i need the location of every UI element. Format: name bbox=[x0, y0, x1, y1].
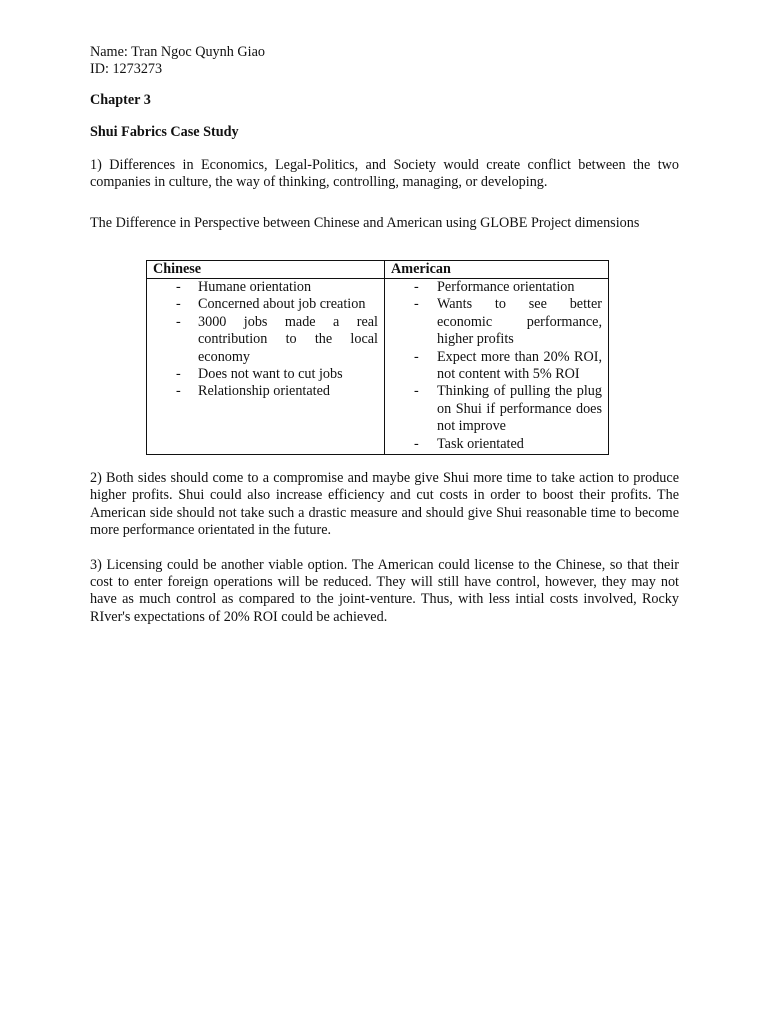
list-item: - Does not want to cut jobs bbox=[176, 366, 343, 383]
list-item: - Humane orientation bbox=[176, 279, 312, 295]
table-intro: The Difference in Perspective between Chinese and American using GLOBE Project dimensions bbox=[90, 215, 640, 232]
list-item: - Task orientated bbox=[414, 435, 524, 452]
bullet-dash: - bbox=[414, 279, 419, 295]
list-item: - 3000 jobs made a real contribution to the local economy bbox=[176, 313, 378, 365]
document-page-lower bbox=[90, 470, 679, 626]
bullet-dash: - bbox=[176, 366, 181, 383]
paragraph-differences: 1) Differences in Economics, Legal-Politics, and Society would create conflict between the two companies in culture, the way of thinking, controlling, managing, or developing. bbox=[90, 156, 679, 191]
table-row bbox=[147, 279, 609, 455]
list-item: - Relationship orientated bbox=[176, 383, 330, 400]
bullet-dash: - bbox=[414, 383, 419, 400]
bullet-dash: - bbox=[176, 383, 181, 400]
list-item: - Thinking of pulling the plug on Shui if performance does not improve bbox=[414, 383, 602, 435]
list-item: - Wants to see better economic performance, higher profits bbox=[414, 296, 602, 348]
comparison-table bbox=[146, 260, 609, 455]
bullet-dash: - bbox=[414, 348, 419, 365]
paragraph-compromise: 2) Both sides should come to a compromise and maybe give Shui more time to take action to produce higher profits. Shui could also increase efficiency and cut costs in order to boost their profits. The American side should not take such a drastic measure and should give Shui reasonable time to become more performance orientated in the future. bbox=[90, 470, 679, 539]
bullet-dash: - bbox=[414, 435, 419, 452]
bullet-dash: - bbox=[414, 296, 419, 313]
list-item: - Concerned about job creation bbox=[176, 296, 366, 313]
paragraph-licensing: 3) Licensing could be another viable option. The American could license to the Chinese, so that their cost to enter foreign operations will be reduced. They will still have control, however, they may not have as much control as compared to the joint-venture. Thus, with less intial costs involved, Rocky RIver's expectations of 20% ROI could be achieved. bbox=[90, 556, 679, 625]
bullet-dash: - bbox=[176, 296, 181, 313]
list-item: - Performance orientation bbox=[414, 279, 575, 295]
chinese-column bbox=[147, 279, 385, 455]
list-item: - Expect more than 20% ROI, not content with 5% ROI bbox=[414, 348, 602, 383]
american-list bbox=[385, 279, 602, 453]
american-column bbox=[385, 279, 609, 455]
document-page bbox=[90, 44, 679, 233]
bullet-dash: - bbox=[176, 279, 181, 295]
chinese-list bbox=[147, 279, 378, 401]
table-header-row bbox=[147, 261, 609, 279]
chapter-title: Chapter 3 bbox=[90, 91, 151, 108]
header-american: American bbox=[385, 261, 609, 279]
student-name: Name: Tran Ngoc Quynh Giao bbox=[90, 44, 265, 60]
case-study-title: Shui Fabrics Case Study bbox=[90, 124, 239, 141]
header-chinese: Chinese bbox=[147, 261, 385, 279]
student-id: ID: 1273273 bbox=[90, 61, 163, 78]
bullet-dash: - bbox=[176, 313, 181, 330]
